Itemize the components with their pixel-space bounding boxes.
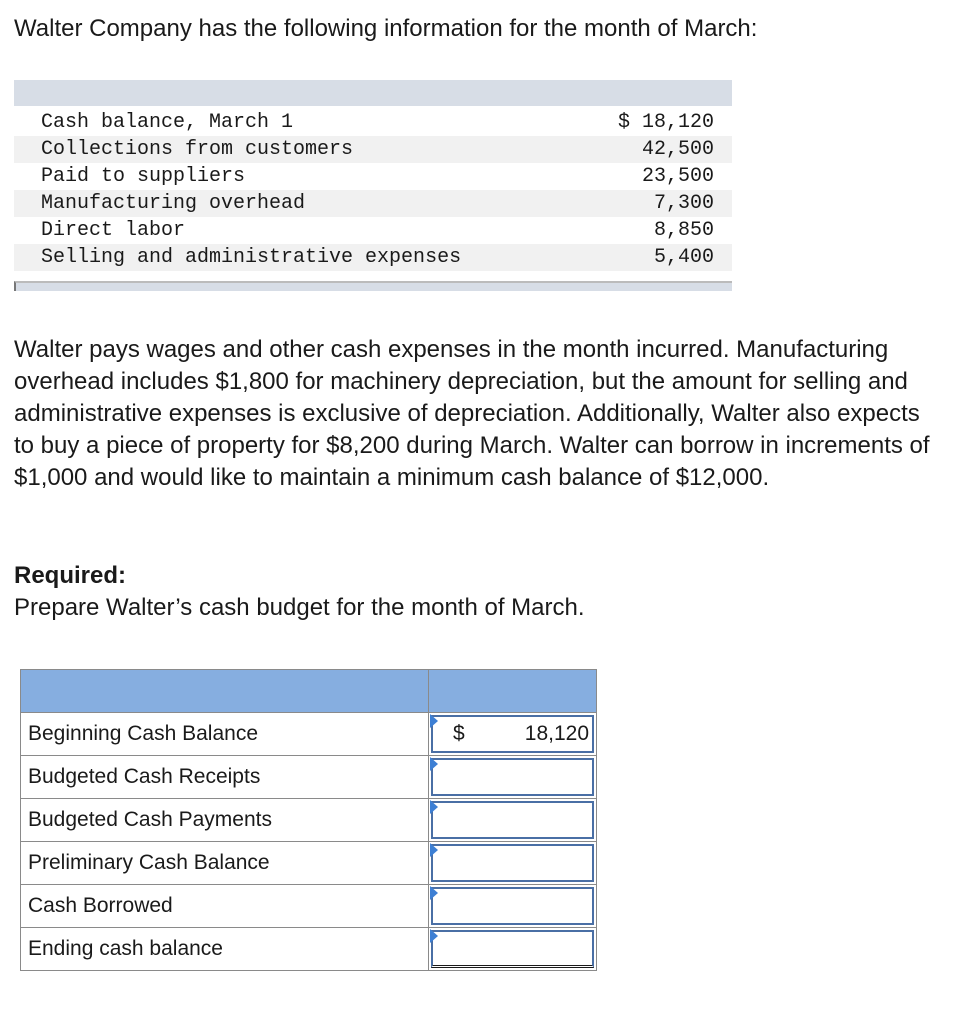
cell-flag-icon: [430, 757, 438, 771]
currency-symbol: $: [453, 722, 465, 745]
cash-receipts-input[interactable]: [431, 758, 594, 796]
cell-flag-icon: [430, 929, 438, 943]
budget-header-label-cell: [21, 670, 429, 713]
beginning-cash-input[interactable]: [431, 715, 594, 753]
budget-row-label: Ending cash balance: [21, 928, 429, 971]
info-value: 7,300: [653, 192, 714, 215]
info-label: Cash balance, March 1: [41, 111, 294, 134]
required-heading: Required:: [14, 562, 127, 589]
info-row: [14, 163, 732, 190]
info-label: Selling and administrative expenses: [41, 246, 462, 269]
info-table-header: [14, 80, 732, 106]
preliminary-balance-input[interactable]: [431, 844, 594, 882]
budget-row: [21, 842, 597, 885]
budget-row-label: Budgeted Cash Receipts: [21, 756, 429, 799]
info-value: 8,850: [653, 219, 714, 242]
info-row: [14, 217, 732, 244]
cell-flag-icon: [430, 714, 438, 728]
info-label: Direct labor: [41, 219, 186, 242]
budget-value-cell: [429, 713, 597, 756]
budget-row-label: Beginning Cash Balance: [21, 713, 429, 756]
info-label: Collections from customers: [41, 138, 354, 161]
info-value: $ 18,120: [617, 111, 714, 134]
budget-row: [21, 885, 597, 928]
info-label: Manufacturing overhead: [41, 192, 306, 215]
budget-row-label: Budgeted Cash Payments: [21, 799, 429, 842]
info-table: [14, 80, 732, 291]
info-label: Paid to suppliers: [41, 165, 246, 188]
info-value: 42,500: [641, 138, 714, 161]
budget-row: [21, 799, 597, 842]
info-table-footer: [14, 281, 732, 291]
info-row: [14, 136, 732, 163]
info-row: [14, 109, 732, 136]
info-value: 23,500: [641, 165, 714, 188]
budget-header-value-cell: [429, 670, 597, 713]
info-row: [14, 190, 732, 217]
cell-flag-icon: [430, 843, 438, 857]
budget-row-label: Preliminary Cash Balance: [21, 842, 429, 885]
info-row: [14, 244, 732, 271]
intro-text: Walter Company has the following information for the month of March:: [14, 15, 758, 42]
budget-value-cell: [429, 842, 597, 885]
budget-header-row: [21, 670, 597, 713]
required-text: Prepare Walter’s cash budget for the month of March.: [14, 594, 585, 621]
budget-row: [21, 928, 597, 971]
cash-budget-table: [20, 669, 597, 971]
cell-flag-icon: [430, 886, 438, 900]
info-value: 5,400: [653, 246, 714, 269]
ending-balance-input[interactable]: [431, 930, 594, 968]
budget-value-cell: [429, 756, 597, 799]
budget-row: [21, 713, 597, 756]
budget-value-cell: [429, 799, 597, 842]
budget-row: [21, 756, 597, 799]
cash-payments-input[interactable]: [431, 801, 594, 839]
cell-value: 18,120: [524, 722, 589, 745]
cash-borrowed-input[interactable]: [431, 887, 594, 925]
budget-row-label: Cash Borrowed: [21, 885, 429, 928]
budget-value-cell: [429, 928, 597, 971]
cell-flag-icon: [430, 800, 438, 814]
problem-paragraph: Walter pays wages and other cash expenses in the month incurred. Manufacturing overhead includes $1,800 for machinery depreciation, but the amount for selling and administrative expenses is exclusive of depreciation. Additionally, Walter also expects to buy a piece of property for $8,200 during March. Walter can borrow in increments of $1,000 and would like to maintain a minimum cash balance of $12,000.: [14, 336, 930, 491]
budget-value-cell: [429, 885, 597, 928]
